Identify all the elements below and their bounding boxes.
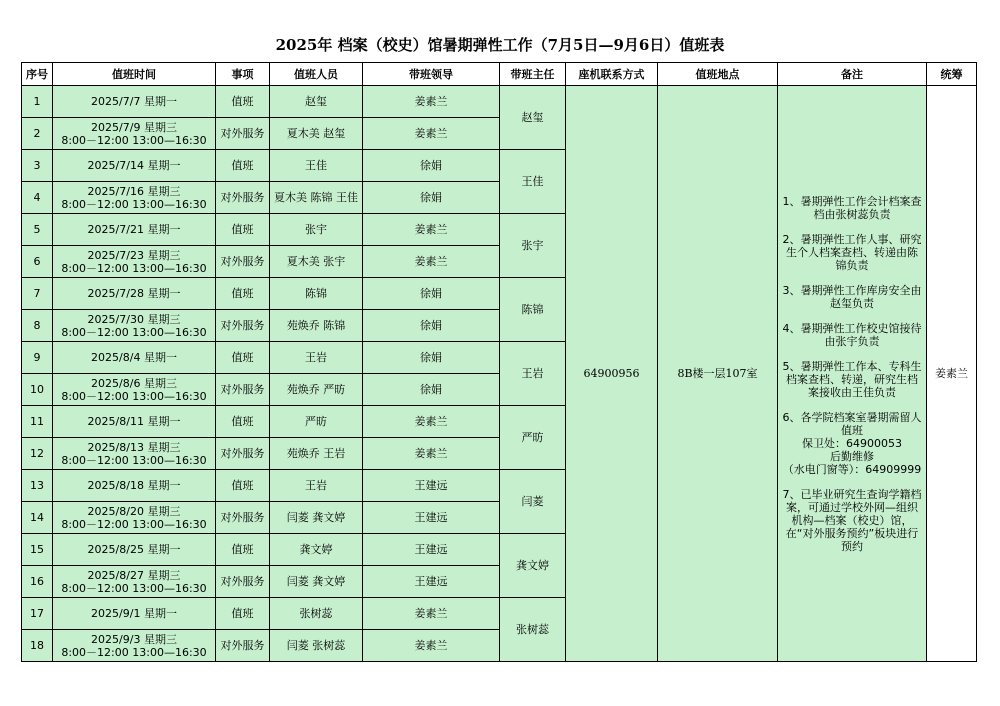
staff-cell: 张宇 bbox=[270, 214, 363, 246]
director-cell: 王岩 bbox=[500, 342, 566, 406]
task-cell: 对外服务 bbox=[216, 502, 270, 534]
duty-hours: 8:00－12:00 13:00—16:30 bbox=[61, 645, 207, 659]
duty-date: 2025/7/28 星期一 bbox=[87, 287, 181, 300]
time-cell bbox=[53, 86, 216, 118]
leader-cell: 徐娟 bbox=[363, 150, 500, 182]
task-cell: 对外服务 bbox=[216, 630, 270, 662]
time-cell bbox=[53, 150, 216, 182]
duty-date: 2025/8/6 星期三 bbox=[91, 376, 177, 390]
time-cell bbox=[53, 246, 216, 278]
leader-cell: 徐娟 bbox=[363, 182, 500, 214]
seq-cell: 4 bbox=[22, 182, 53, 214]
task-cell: 值班 bbox=[216, 470, 270, 502]
task-cell: 对外服务 bbox=[216, 182, 270, 214]
time-cell bbox=[53, 182, 216, 214]
duty-date: 2025/7/7 星期一 bbox=[91, 95, 177, 108]
staff-cell: 闫菱 张树蕊 bbox=[270, 630, 363, 662]
roster-body bbox=[22, 86, 977, 662]
leader-cell: 姜素兰 bbox=[363, 118, 500, 150]
task-cell: 对外服务 bbox=[216, 374, 270, 406]
seq-cell: 5 bbox=[22, 214, 53, 246]
duty-hours: 8:00－12:00 13:00—16:30 bbox=[61, 197, 207, 211]
seq-cell: 11 bbox=[22, 406, 53, 438]
director-cell: 闫菱 bbox=[500, 470, 566, 534]
director-cell: 龚文婷 bbox=[500, 534, 566, 598]
page-title: 2025年 档案（校史）馆暑期弹性工作（7月5日—9月6日）值班表 bbox=[275, 36, 725, 54]
header-staff: 值班人员 bbox=[270, 63, 363, 86]
note-7: 7、已毕业研究生查询学籍档案，可通过学校外网—组织机构—档案（校史）馆，在“对外服务预约”板块进行预约 bbox=[782, 487, 922, 553]
duty-hours: 8:00－12:00 13:00—16:30 bbox=[61, 453, 207, 467]
seq-cell: 9 bbox=[22, 342, 53, 374]
leader-cell: 王建远 bbox=[363, 470, 500, 502]
director-cell: 严昉 bbox=[500, 406, 566, 470]
note-1: 1、暑期弹性工作会计档案查档由张树蕊负责 bbox=[782, 194, 922, 221]
seq-cell: 17 bbox=[22, 598, 53, 630]
leader-cell: 徐娟 bbox=[363, 278, 500, 310]
duty-date: 2025/7/16 星期三 bbox=[87, 184, 181, 198]
seq-cell: 2 bbox=[22, 118, 53, 150]
header-row bbox=[22, 63, 977, 86]
staff-cell: 夏木美 张宇 bbox=[270, 246, 363, 278]
duty-date: 2025/9/3 星期三 bbox=[91, 632, 177, 646]
leader-cell: 姜素兰 bbox=[363, 438, 500, 470]
duty-date: 2025/8/11 星期一 bbox=[87, 415, 181, 428]
time-cell bbox=[53, 534, 216, 566]
time-cell bbox=[53, 342, 216, 374]
task-cell: 值班 bbox=[216, 342, 270, 374]
time-cell bbox=[53, 630, 216, 662]
task-cell: 对外服务 bbox=[216, 566, 270, 598]
duty-hours: 8:00－12:00 13:00—16:30 bbox=[61, 389, 207, 403]
coordinator-cell: 姜素兰 bbox=[927, 86, 977, 662]
header-time: 值班时间 bbox=[53, 63, 216, 86]
leader-cell: 姜素兰 bbox=[363, 598, 500, 630]
duty-roster-table bbox=[21, 62, 977, 662]
staff-cell: 严昉 bbox=[270, 406, 363, 438]
duty-date: 2025/8/27 星期三 bbox=[87, 568, 181, 582]
task-cell: 值班 bbox=[216, 214, 270, 246]
duty-date: 2025/9/1 星期一 bbox=[91, 607, 177, 620]
note-2: 2、暑期弹性工作人事、研究生个人档案查档、转递由陈锦负责 bbox=[782, 232, 922, 272]
note-6-security: 保卫处：64900053 bbox=[802, 436, 902, 450]
seq-cell: 7 bbox=[22, 278, 53, 310]
seq-cell: 14 bbox=[22, 502, 53, 534]
staff-cell: 赵玺 bbox=[270, 86, 363, 118]
leader-cell: 徐娟 bbox=[363, 374, 500, 406]
staff-cell: 张树蕊 bbox=[270, 598, 363, 630]
header-notes: 备注 bbox=[778, 63, 927, 86]
seq-cell: 13 bbox=[22, 470, 53, 502]
staff-cell: 王岩 bbox=[270, 342, 363, 374]
staff-cell: 闫菱 龚文婷 bbox=[270, 566, 363, 598]
duty-date: 2025/8/13 星期三 bbox=[87, 440, 181, 454]
director-cell: 张宇 bbox=[500, 214, 566, 278]
task-cell: 对外服务 bbox=[216, 118, 270, 150]
staff-cell: 苑焕乔 王岩 bbox=[270, 438, 363, 470]
time-cell bbox=[53, 438, 216, 470]
staff-cell: 陈锦 bbox=[270, 278, 363, 310]
phone-cell: 64900956 bbox=[566, 86, 658, 662]
duty-date: 2025/8/18 星期一 bbox=[87, 479, 181, 492]
note-4: 4、暑期弹性工作校史馆接待由张宇负责 bbox=[782, 321, 922, 348]
notes-cell bbox=[778, 86, 927, 662]
seq-cell: 12 bbox=[22, 438, 53, 470]
seq-cell: 1 bbox=[22, 86, 53, 118]
duty-date: 2025/7/14 星期一 bbox=[87, 159, 181, 172]
note-6-maintenance-phone: （水电门窗等）：64909999 bbox=[782, 462, 922, 476]
time-cell bbox=[53, 406, 216, 438]
task-cell: 对外服务 bbox=[216, 246, 270, 278]
task-cell: 值班 bbox=[216, 278, 270, 310]
table-row bbox=[22, 86, 977, 118]
staff-cell: 夏木美 陈锦 王佳 bbox=[270, 182, 363, 214]
note-5: 5、暑期弹性工作本、专科生档案查档、转递，研究生档案接收由王佳负责 bbox=[782, 359, 922, 399]
seq-cell: 8 bbox=[22, 310, 53, 342]
duty-date: 2025/8/20 星期三 bbox=[87, 504, 181, 518]
leader-cell: 王建远 bbox=[363, 502, 500, 534]
staff-cell: 苑焕乔 严昉 bbox=[270, 374, 363, 406]
time-cell bbox=[53, 310, 216, 342]
task-cell: 对外服务 bbox=[216, 438, 270, 470]
location-cell: 8B楼一层107室 bbox=[658, 86, 778, 662]
task-cell: 值班 bbox=[216, 86, 270, 118]
staff-cell: 王岩 bbox=[270, 470, 363, 502]
director-cell: 王佳 bbox=[500, 150, 566, 214]
duty-date: 2025/7/23 星期三 bbox=[87, 248, 181, 262]
note-3: 3、暑期弹性工作库房安全由赵玺负责 bbox=[782, 283, 922, 310]
time-cell bbox=[53, 118, 216, 150]
duty-hours: 8:00－12:00 13:00—16:30 bbox=[61, 325, 207, 339]
leader-cell: 姜素兰 bbox=[363, 86, 500, 118]
director-cell: 张树蕊 bbox=[500, 598, 566, 662]
staff-cell: 闫菱 龚文婷 bbox=[270, 502, 363, 534]
duty-date: 2025/8/25 星期一 bbox=[87, 543, 181, 556]
seq-cell: 6 bbox=[22, 246, 53, 278]
task-cell: 值班 bbox=[216, 598, 270, 630]
duty-hours: 8:00－12:00 13:00—16:30 bbox=[61, 581, 207, 595]
header-phone: 座机联系方式 bbox=[566, 63, 658, 86]
leader-cell: 姜素兰 bbox=[363, 406, 500, 438]
header-leader: 带班领导 bbox=[363, 63, 500, 86]
duty-date: 2025/8/4 星期一 bbox=[91, 351, 177, 364]
duty-date: 2025/7/30 星期三 bbox=[87, 312, 181, 326]
leader-cell: 徐娟 bbox=[363, 310, 500, 342]
header-seq: 序号 bbox=[22, 63, 53, 86]
director-cell: 赵玺 bbox=[500, 86, 566, 150]
duty-hours: 8:00－12:00 13:00—16:30 bbox=[61, 133, 207, 147]
duty-date: 2025/7/9 星期三 bbox=[91, 120, 177, 134]
seq-cell: 16 bbox=[22, 566, 53, 598]
staff-cell: 龚文婷 bbox=[270, 534, 363, 566]
time-cell bbox=[53, 214, 216, 246]
leader-cell: 徐娟 bbox=[363, 342, 500, 374]
time-cell bbox=[53, 502, 216, 534]
time-cell bbox=[53, 598, 216, 630]
seq-cell: 15 bbox=[22, 534, 53, 566]
leader-cell: 王建远 bbox=[363, 534, 500, 566]
duty-hours: 8:00－12:00 13:00—16:30 bbox=[61, 261, 207, 275]
leader-cell: 姜素兰 bbox=[363, 214, 500, 246]
header-coordinator: 统筹 bbox=[927, 63, 977, 86]
duty-date: 2025/7/21 星期一 bbox=[87, 223, 181, 236]
note-6-maintenance: 后勤维修 bbox=[830, 449, 874, 463]
task-cell: 对外服务 bbox=[216, 310, 270, 342]
leader-cell: 王建远 bbox=[363, 566, 500, 598]
seq-cell: 10 bbox=[22, 374, 53, 406]
leader-cell: 姜素兰 bbox=[363, 246, 500, 278]
seq-cell: 18 bbox=[22, 630, 53, 662]
staff-cell: 王佳 bbox=[270, 150, 363, 182]
note-6: 6、各学院档案室暑期需留人值班 bbox=[782, 410, 922, 437]
duty-hours: 8:00－12:00 13:00—16:30 bbox=[61, 517, 207, 531]
task-cell: 值班 bbox=[216, 150, 270, 182]
leader-cell: 姜素兰 bbox=[363, 630, 500, 662]
time-cell bbox=[53, 566, 216, 598]
staff-cell: 苑焕乔 陈锦 bbox=[270, 310, 363, 342]
header-director: 带班主任 bbox=[500, 63, 566, 86]
task-cell: 值班 bbox=[216, 534, 270, 566]
header-location: 值班地点 bbox=[658, 63, 778, 86]
time-cell bbox=[53, 374, 216, 406]
seq-cell: 3 bbox=[22, 150, 53, 182]
task-cell: 值班 bbox=[216, 406, 270, 438]
time-cell bbox=[53, 470, 216, 502]
staff-cell: 夏木美 赵玺 bbox=[270, 118, 363, 150]
header-task: 事项 bbox=[216, 63, 270, 86]
time-cell bbox=[53, 278, 216, 310]
director-cell: 陈锦 bbox=[500, 278, 566, 342]
